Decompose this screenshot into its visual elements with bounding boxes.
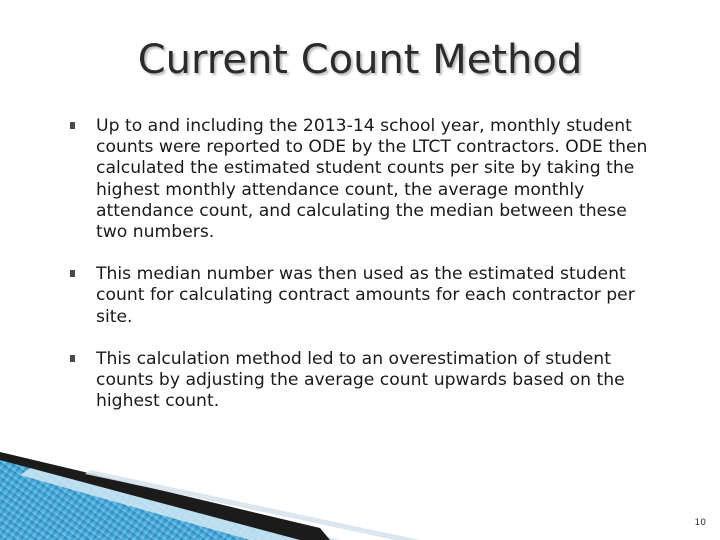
slide-title: Current Count Method	[137, 37, 583, 83]
bullet-item	[68, 349, 658, 413]
page-number: 10	[694, 518, 706, 528]
bullet-text: Up to and including the 2013-14 school year, monthly student counts were reported to ODE by the LTCT contractors. ODE then calculated the estimated student counts per site by taking the highest monthly attendance count, the average monthly attendance count, and calculating the median between these two numbers.	[96, 116, 648, 243]
bullet-text: This calculation method led to an overestimation of student counts by adjusting the average count upwards based on the highest count.	[96, 348, 625, 412]
square-bullet-icon	[70, 122, 75, 129]
square-bullet-icon	[70, 270, 75, 277]
bullet-text: This median number was then used as the estimated student count for calculating contract amounts for each contractor per site.	[96, 264, 635, 327]
square-bullet-icon	[70, 355, 75, 362]
bullet-item	[68, 116, 658, 243]
bullet-item	[68, 264, 658, 328]
bullet-list	[68, 116, 658, 412]
